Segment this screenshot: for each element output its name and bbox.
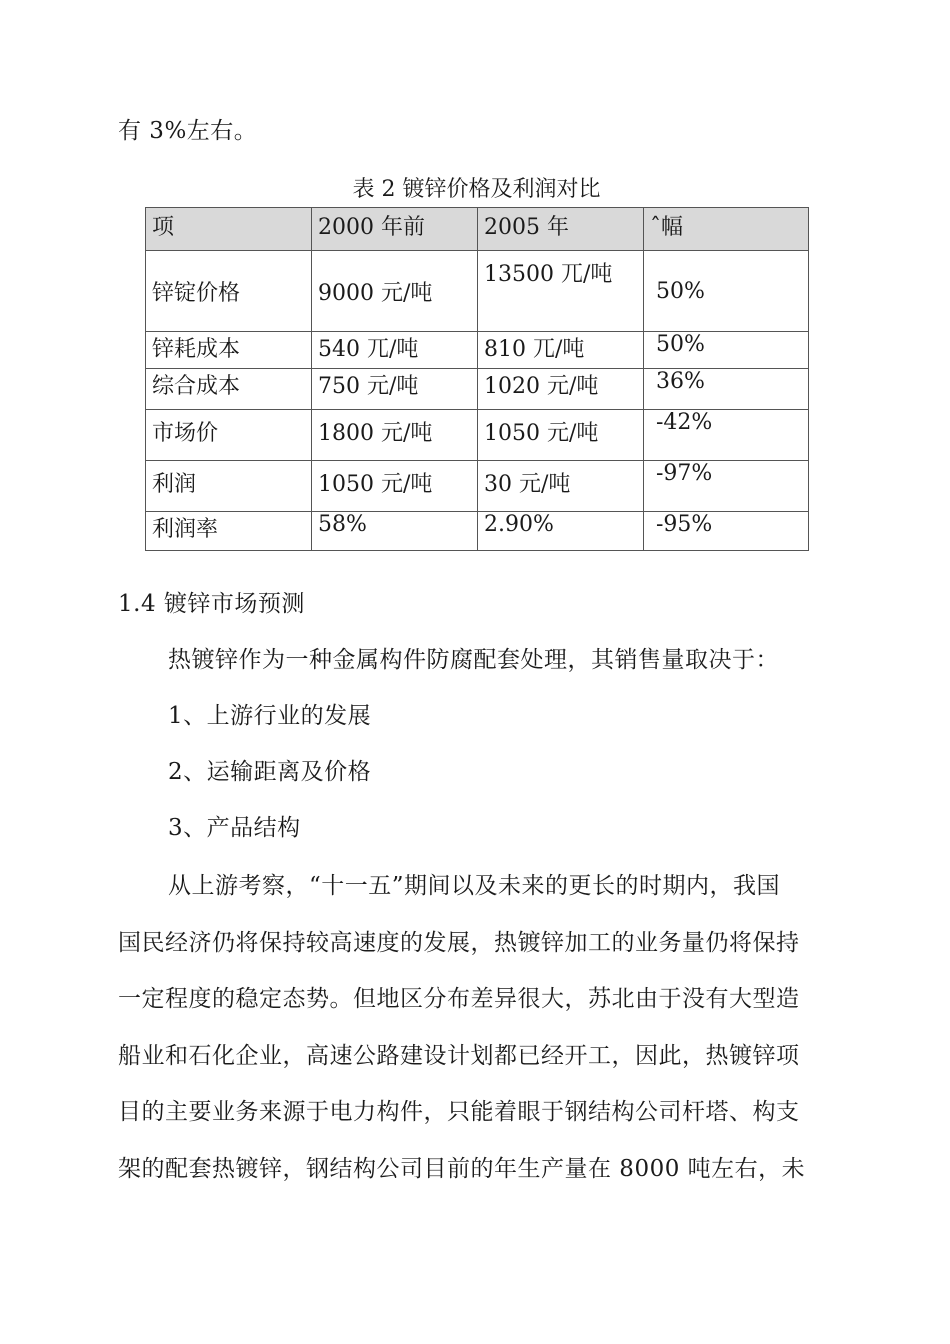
intro-line: 热镀锌作为一种金属构件防腐配套处理，其销售量取决于： [168,647,779,673]
paragraph-line: 目的主要业务来源于电力构件，只能着眼于钢结构公司杆塔、构支 [118,1099,800,1125]
table-cell: 50% [644,332,809,369]
table-cell: 锌耗成本 [146,332,312,369]
table-cell: 1800 元/吨 [312,410,478,461]
paragraph-line: 国民经济仍将保持较高速度的发展，热镀锌加工的业务量仍将保持 [118,930,800,956]
table-cell: 锌锭价格 [146,251,312,332]
table-cell: 2.90% [478,512,644,551]
table-cell: -95% [644,512,809,551]
table-cell: 市场价 [146,410,312,461]
table-cell: 13500 兀/吨 [478,251,644,332]
table-cell: 1020 元/吨 [478,369,644,410]
paragraph-line: 从上游考察，“十一五”期间以及未来的更长的时期内，我国 [168,873,781,899]
header-cell: ˆ幅 [644,208,809,251]
table-header-row [146,208,809,251]
table-cell: 30 元/吨 [478,461,644,512]
table-row [146,251,809,332]
section-heading: 1.4 镀锌市场预测 [118,591,305,617]
table-cell: 综合成本 [146,369,312,410]
table-row [146,332,809,369]
paragraph-line: 船业和石化企业，高速公路建设计划都已经开工，因此，热镀锌项 [118,1043,800,1069]
table-cell: 540 兀/吨 [312,332,478,369]
table-caption: 表 2 镀锌价格及利润对比 [352,177,601,202]
table-cell: 1050 元/吨 [478,410,644,461]
table-cell: 58% [312,512,478,551]
header-cell: 2000 年前 [312,208,478,251]
paragraph-line: 架的配套热镀锌，钢结构公司目前的年生产量在 8000 吨左右，未 [118,1156,806,1182]
table-cell: 利润 [146,461,312,512]
list-item: 2、运输距离及价格 [168,759,372,785]
paragraph-line: 一定程度的稳定态势。但地区分布差异很大，苏北由于没有大型造 [118,986,800,1012]
table-row [146,512,809,551]
header-cell: 项 [146,208,312,251]
header-cell: 2005 年 [478,208,644,251]
table-row [146,369,809,410]
table-cell: 利润率 [146,512,312,551]
table-cell: -97% [644,461,809,512]
table-cell: 750 元/吨 [312,369,478,410]
price-profit-table [145,207,809,551]
table-cell: -42% [644,410,809,461]
list-item: 1、上游行业的发展 [168,703,372,729]
table-row [146,461,809,512]
table-cell: 9000 元/吨 [312,251,478,332]
table-cell: 50% [644,251,809,332]
table-cell: 810 兀/吨 [478,332,644,369]
table-cell: 36% [644,369,809,410]
top-text-line: 有 3%左右。 [118,118,258,144]
table-cell: 1050 元/吨 [312,461,478,512]
table-row [146,410,809,461]
list-item: 3、产品结构 [168,815,301,841]
